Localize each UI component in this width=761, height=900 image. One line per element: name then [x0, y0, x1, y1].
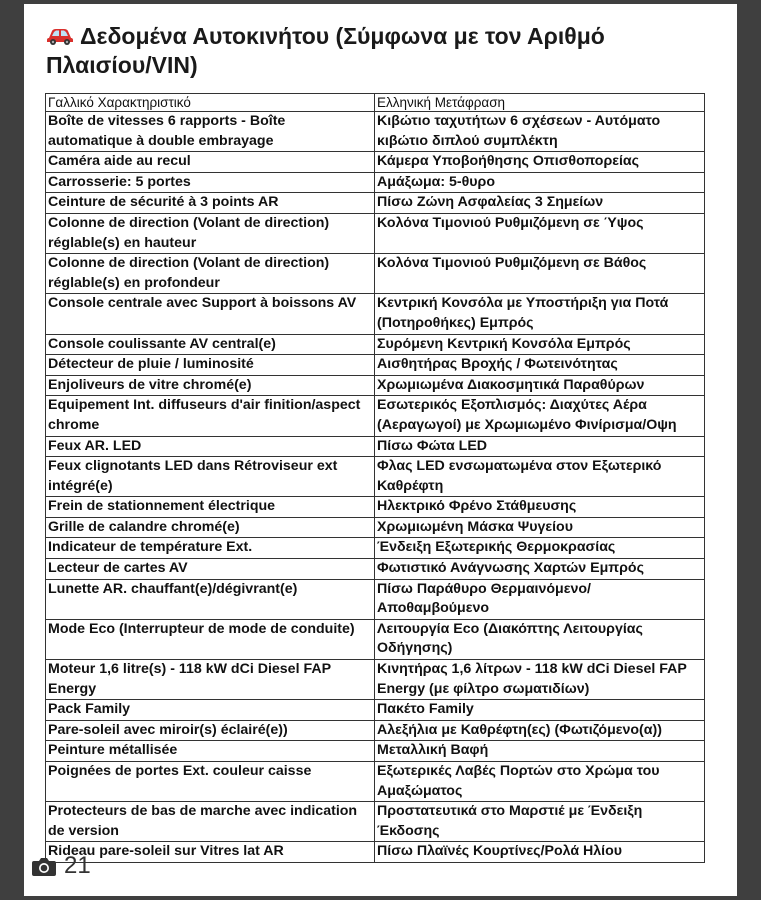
- feature-translation-table: [45, 93, 705, 863]
- table-row: [46, 517, 705, 538]
- greek-translation-cell: Κολόνα Τιμονιού Ρυθμιζόμενη σε Βάθος: [375, 254, 705, 294]
- greek-translation-cell: Μεταλλική Βαφή: [375, 741, 705, 762]
- greek-translation-cell: Συρόμενη Κεντρική Κονσόλα Εμπρός: [375, 334, 705, 355]
- greek-translation-cell: Προστατευτικά στο Μαρστιέ με Ένδειξη Έκδοσης: [375, 802, 705, 842]
- table-row: [46, 193, 705, 214]
- greek-translation-cell: Εσωτερικός Εξοπλισμός: Διαχύτες Αέρα (Αεραγωγοί) με Χρωμιωμένο Φινίρισμα/Οψη: [375, 396, 705, 436]
- greek-translation-cell: Κιβώτιο ταχυτήτων 6 σχέσεων - Αυτόματο κιβώτιο διπλού συμπλέκτη: [375, 112, 705, 152]
- french-feature-cell: Ceinture de sécurité à 3 points AR: [46, 193, 375, 214]
- french-feature-cell: Protecteurs de bas de marche avec indication de version: [46, 802, 375, 842]
- header-french-feature: Γαλλικό Χαρακτηριστικό: [46, 94, 375, 112]
- greek-translation-cell: Φλας LED ενσωματωμένα στον Εξωτερικό Καθρέφτη: [375, 457, 705, 497]
- greek-translation-cell: Αισθητήρας Βροχής / Φωτεινότητας: [375, 355, 705, 376]
- french-feature-cell: Feux clignotants LED dans Rétroviseur ext intégré(e): [46, 457, 375, 497]
- table-row: [46, 619, 705, 659]
- table-row: [46, 660, 705, 700]
- table-row: [46, 842, 705, 863]
- car-icon: [46, 26, 74, 46]
- table-row: [46, 294, 705, 334]
- page-title: [46, 22, 706, 80]
- french-feature-cell: Colonne de direction (Volant de direction) réglable(s) en profondeur: [46, 254, 375, 294]
- table-row: [46, 497, 705, 518]
- french-feature-cell: Carrosserie: 5 portes: [46, 172, 375, 193]
- page-title-text: Δεδομένα Αυτοκινήτου (Σύμφωνα με τον Αριθμό Πλαισίου/VIN): [46, 23, 605, 78]
- french-feature-cell: Frein de stationnement électrique: [46, 497, 375, 518]
- french-feature-cell: Peinture métallisée: [46, 741, 375, 762]
- table-row: [46, 334, 705, 355]
- table-row: [46, 762, 705, 802]
- greek-translation-cell: Κολόνα Τιμονιού Ρυθμιζόμενη σε Ύψος: [375, 213, 705, 253]
- table-row: [46, 355, 705, 376]
- table-row: [46, 396, 705, 436]
- french-feature-cell: Lecteur de cartes AV: [46, 559, 375, 580]
- greek-translation-cell: Αλεξήλια με Καθρέφτη(ες) (Φωτιζόμενο(α)): [375, 720, 705, 741]
- greek-translation-cell: Εξωτερικές Λαβές Πορτών στο Χρώμα του Αμαξώματος: [375, 762, 705, 802]
- french-feature-cell: Indicateur de température Ext.: [46, 538, 375, 559]
- french-feature-cell: Détecteur de pluie / luminosité: [46, 355, 375, 376]
- table-row: [46, 700, 705, 721]
- greek-translation-cell: Φωτιστικό Ανάγνωσης Χαρτών Εμπρός: [375, 559, 705, 580]
- greek-translation-cell: Πίσω Ζώνη Ασφαλείας 3 Σημείων: [375, 193, 705, 214]
- table-row: [46, 112, 705, 152]
- greek-translation-cell: Χρωμιωμένα Διακοσμητικά Παραθύρων: [375, 375, 705, 396]
- table-row: [46, 802, 705, 842]
- french-feature-cell: Equipement Int. diffuseurs d'air finition/aspect chrome: [46, 396, 375, 436]
- greek-translation-cell: Κεντρική Κονσόλα με Υποστήριξη για Ποτά (Ποτηροθήκες) Εμπρός: [375, 294, 705, 334]
- french-feature-cell: Boîte de vitesses 6 rapports - Boîte automatique à double embrayage: [46, 112, 375, 152]
- photo-count-badge[interactable]: [32, 852, 91, 880]
- table-row: [46, 213, 705, 253]
- table-row: [46, 152, 705, 173]
- french-feature-cell: Pare-soleil avec miroir(s) éclairé(e)): [46, 720, 375, 741]
- french-feature-cell: Lunette AR. chauffant(e)/dégivrant(e): [46, 579, 375, 619]
- table-row: [46, 579, 705, 619]
- table-row: [46, 457, 705, 497]
- greek-translation-cell: Χρωμιωμένη Μάσκα Ψυγείου: [375, 517, 705, 538]
- table-header-row: [46, 94, 705, 112]
- french-feature-cell: Moteur 1,6 litre(s) - 118 kW dCi Diesel FAP Energy: [46, 660, 375, 700]
- french-feature-cell: Mode Eco (Interrupteur de mode de conduite): [46, 619, 375, 659]
- header-greek-translation: Ελληνική Μετάφραση: [375, 94, 705, 112]
- greek-translation-cell: Λειτουργία Eco (Διακόπτης Λειτουργίας Οδήγησης): [375, 619, 705, 659]
- french-feature-cell: Grille de calandre chromé(e): [46, 517, 375, 538]
- greek-translation-cell: Ηλεκτρικό Φρένο Στάθμευσης: [375, 497, 705, 518]
- camera-icon: [32, 857, 56, 876]
- french-feature-cell: Console coulissante AV central(e): [46, 334, 375, 355]
- french-feature-cell: Poignées de portes Ext. couleur caisse: [46, 762, 375, 802]
- table-row: [46, 538, 705, 559]
- greek-translation-cell: Κάμερα Υποβοήθησης Οπισθοπορείας: [375, 152, 705, 173]
- french-feature-cell: Console centrale avec Support à boissons AV: [46, 294, 375, 334]
- greek-translation-cell: Πίσω Παράθυρο Θερμαινόμενο/Αποθαμβούμενο: [375, 579, 705, 619]
- french-feature-cell: Rideau pare-soleil sur Vitres lat AR: [46, 842, 375, 863]
- french-feature-cell: Feux AR. LED: [46, 436, 375, 457]
- table-row: [46, 559, 705, 580]
- table-row: [46, 741, 705, 762]
- french-feature-cell: Colonne de direction (Volant de direction) réglable(s) en hauteur: [46, 213, 375, 253]
- greek-translation-cell: Αμάξωμα: 5-θυρο: [375, 172, 705, 193]
- greek-translation-cell: Πακέτο Family: [375, 700, 705, 721]
- photo-count: 21: [64, 852, 91, 879]
- greek-translation-cell: Κινητήρας 1,6 λίτρων - 118 kW dCi Diesel FAP Energy (με φίλτρο σωματιδίων): [375, 660, 705, 700]
- greek-translation-cell: Πίσω Φώτα LED: [375, 436, 705, 457]
- greek-translation-cell: Ένδειξη Εξωτερικής Θερμοκρασίας: [375, 538, 705, 559]
- french-feature-cell: Pack Family: [46, 700, 375, 721]
- greek-translation-cell: Πίσω Πλαϊνές Κουρτίνες/Ρολά Ηλίου: [375, 842, 705, 863]
- table-row: [46, 375, 705, 396]
- table-row: [46, 254, 705, 294]
- table-row: [46, 720, 705, 741]
- table-row: [46, 172, 705, 193]
- table-row: [46, 436, 705, 457]
- french-feature-cell: Caméra aide au recul: [46, 152, 375, 173]
- document-page: [24, 4, 737, 896]
- french-feature-cell: Enjoliveurs de vitre chromé(e): [46, 375, 375, 396]
